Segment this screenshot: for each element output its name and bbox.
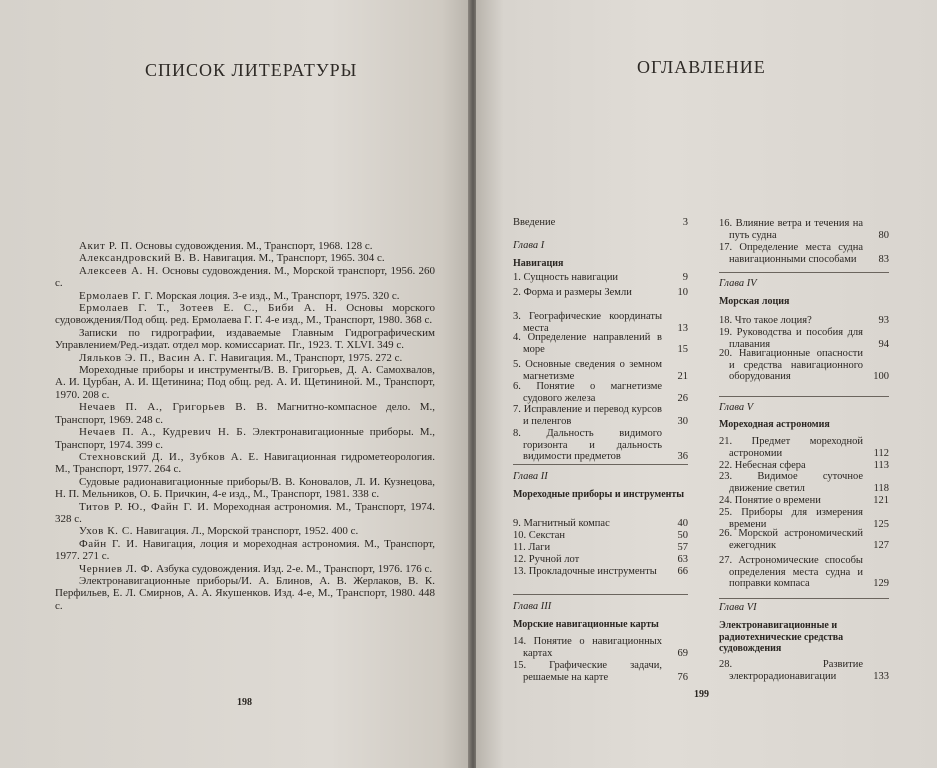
toc-entry-page: 26 — [677, 392, 688, 404]
toc-entry-title: 24. Понятие о времени — [719, 495, 821, 506]
page-number: 198 — [237, 697, 252, 708]
divider — [719, 396, 889, 397]
toc-entry — [513, 287, 688, 299]
toc-entry-page: 57 — [677, 542, 688, 553]
toc-entry-title: 1. Сущность навигации — [513, 272, 619, 283]
toc-entry — [719, 460, 889, 472]
toc-entry-page: 113 — [873, 460, 889, 471]
part-title: Электронавигационные и радиотехнические средства судовождения — [719, 620, 844, 655]
divider — [719, 272, 889, 273]
reference-text: Мореходные приборы и инструменты/В. В. Григорьев, Д. А. Самохвалов, А. И. Цурбан, А. И. Щетинина; Под общ. ред. А. И. Щетининой. М., Транспорт, 1970. 208 с. — [55, 364, 435, 401]
reference-entry — [55, 364, 435, 401]
reference-author: Нечаев П. А., Кудревич Н. Б. — [79, 426, 247, 439]
toc-entry-page: 30 — [677, 415, 688, 427]
toc-entry — [513, 311, 688, 334]
chapter-label: Глава VI — [719, 602, 757, 613]
toc-entry-title: 25. Приборы для измерения времени — [719, 507, 863, 530]
reference-text: Основы судовождения. М., Транспорт, 1968. 128 с. — [132, 240, 373, 252]
reference-author: Стехновский Д. И., Зубков А. Е. — [79, 450, 259, 463]
reference-entry — [55, 252, 435, 264]
toc-entry-title: 3. Географические координаты места — [513, 311, 662, 334]
part-title: Мореходная астрономия — [719, 419, 830, 430]
reference-entry — [55, 302, 435, 327]
reference-author: Алексеев А. Н. — [79, 264, 159, 277]
toc-entry — [719, 471, 889, 494]
reference-author: Ермолаев Г. Г. — [79, 289, 154, 302]
toc-entry-page: 94 — [878, 338, 889, 350]
reference-author: Нечаев П. А., Григорьев В. В. — [79, 401, 268, 414]
toc-entry — [513, 332, 688, 355]
toc-entry — [513, 428, 688, 463]
chapter-label: Глава III — [513, 601, 552, 612]
reference-author: Файн Г. И. — [79, 537, 139, 550]
reference-text: Азбука судовождения. Изд. 2-е. М., Транспорт, 1976. 176 с. — [153, 562, 433, 575]
toc-entry-title: 11. Лаги — [513, 542, 551, 553]
toc-entry-title: 8. Дальность видимого горизонта и дальность видимости предметов — [513, 428, 662, 463]
toc-entry-title: 22. Небесная сфера — [719, 460, 806, 471]
reference-author: Титов Р. Ю., Файн Г. И. — [79, 500, 210, 513]
chapter-label: Глава IV — [719, 278, 757, 289]
reference-text: Морская лоция. 3-е изд., М., Транспорт, 1975. 320 с. — [153, 289, 400, 302]
reference-entry — [55, 401, 435, 426]
reference-author: Ляльков Э. П., Васин А. Г. — [79, 351, 218, 364]
toc-entry-title: 26. Морской астрономический ежегодник — [719, 528, 863, 551]
toc-entry-title: 10. Секстан — [513, 530, 566, 541]
toc-entry — [513, 530, 688, 542]
chapter-label: Глава II — [513, 471, 548, 482]
reference-text: Основы морского судовождения/Под общ. ред. Ермолаева Г. Г. 4-е изд., М., Транспорт, 1980. 368 с. — [55, 302, 435, 327]
reference-text: Электронавигационные приборы/И. А. Блинов, А. В. Жерлаков, В. К. Перфильев, Е. Л. Смирнов, А. А. Якушенков. Изд. 4-е, М., Транспорт, 1980. 448 с. — [55, 574, 435, 612]
toc-entry-page: 80 — [878, 229, 889, 241]
toc-entry-page: 63 — [677, 554, 688, 565]
toc-entry — [719, 242, 889, 265]
toc-entry-page: 76 — [677, 671, 688, 683]
toc-entry-title: 28. Развитие электрорадионавигации — [719, 659, 863, 682]
reference-text: Навигация. М., Транспорт, 1965. 304 с. — [200, 252, 385, 265]
reference-entry — [55, 563, 435, 575]
page-title: СПИСОК ЛИТЕРАТУРЫ — [145, 60, 358, 80]
toc-entry-title: 19. Руководства и пособия для плавания — [719, 327, 863, 350]
reference-text: Электронавигационные приборы. М., Транспорт, 1974. 399 с. — [55, 426, 435, 451]
toc-entry-intro: Введение 3 — [513, 217, 688, 228]
toc-entry-page: 100 — [873, 371, 889, 383]
reference-text: Навигация. Л., Морской транспорт, 1952. 400 с. — [133, 525, 359, 538]
toc-entry-page: 127 — [873, 539, 889, 551]
toc-entry — [719, 555, 889, 590]
reference-text: Записки по гидрографии, издаваемые Главным Гидрографическим Управлением/Ред.-издат. отдел мор. комиссариат. Пг., 1923. T. XLVI. 349 с. — [55, 326, 435, 352]
toc-entry-page: 50 — [677, 530, 688, 541]
toc-entry-title: 16. Влияние ветра и течения на путь судна — [719, 218, 863, 241]
toc-entry — [719, 315, 889, 327]
toc-entry — [719, 218, 889, 241]
toc-entry-page: 9 — [682, 272, 688, 283]
reference-text: Навигация. М., Транспорт, 1975. 272 с. — [217, 351, 403, 364]
toc-entry-title: 13. Прокладочные инструменты — [513, 566, 657, 577]
toc-entry-title: 7. Исправление и перевод курсов и пеленгов — [513, 404, 662, 427]
toc-entry-title: 27. Астрономические способы определения места судна и поправки компаса — [719, 555, 863, 590]
toc-entry-page: 129 — [873, 578, 889, 590]
reference-entry — [55, 451, 435, 476]
divider — [513, 464, 688, 465]
reference-text: Навигация, лоция и мореходная астрономия. М., Транспорт, 1977. 271 с. — [55, 537, 435, 563]
toc-entry-title: 21. Предмет мореходной астрономии — [719, 436, 863, 459]
toc-entry-title: 20. Навигационные опасности и средства навигационного оборудования — [719, 348, 863, 383]
reference-entry — [55, 265, 435, 290]
chapter-label: Глава V — [719, 402, 754, 413]
toc-entry-page: 121 — [873, 495, 889, 506]
toc-entry-page: 112 — [873, 447, 889, 459]
reference-author: Акит Р. П. — [79, 240, 133, 252]
toc-entry — [719, 528, 889, 551]
part-title: Мореходные приборы и инструменты — [513, 489, 685, 500]
toc-entry — [719, 507, 889, 530]
toc-entry-page: 133 — [873, 670, 889, 682]
chapter-label: Глава I — [513, 240, 545, 251]
toc-entry-page: 10 — [677, 287, 688, 298]
reference-entry — [55, 538, 435, 563]
right-page — [476, 0, 937, 768]
part-title: Морские навигационные карты — [513, 619, 659, 630]
reference-entry — [55, 476, 435, 501]
toc-entry-title: 9. Магнитный компас — [513, 518, 610, 529]
toc-entry-title: 12. Ручной лот — [513, 554, 580, 565]
toc-entry — [513, 359, 688, 382]
divider — [719, 598, 889, 599]
toc-entry — [719, 436, 889, 459]
toc-entry-title: 15. Графические задачи, решаемые на карте — [513, 660, 662, 683]
toc-entry — [513, 272, 688, 284]
toc-entry-page: 125 — [873, 518, 889, 530]
page-title: ОГЛАВЛЕНИЕ — [637, 57, 766, 77]
toc-entry-title: 17. Определение места судна навигационными способами — [719, 242, 863, 265]
toc-entry-title: 4. Определение направлений в море — [513, 332, 662, 355]
reference-entry — [55, 426, 435, 451]
reference-entry — [55, 352, 435, 364]
reference-entry — [55, 327, 435, 352]
toc-entry — [513, 381, 688, 404]
reference-entry — [55, 290, 435, 302]
reference-entry — [55, 240, 435, 252]
reference-text: Магнитно-компасное дело. М., Транспорт, 1969. 248 с. — [55, 401, 435, 426]
reference-entry — [55, 501, 435, 526]
reference-text: Навигационная гидрометеорология. М., Транспорт, 1977. 264 с. — [55, 450, 435, 476]
divider — [513, 594, 688, 595]
toc-entry — [513, 566, 688, 578]
toc-entry-title: 18. Что такое лоция? — [719, 315, 812, 326]
reference-author: Александровский В. В. — [79, 252, 201, 265]
toc-entry-page: 13 — [677, 322, 688, 334]
toc-entry-page: 36 — [677, 451, 688, 463]
part-title: Морская лоция — [719, 296, 790, 307]
toc-entry-page: 83 — [878, 253, 889, 265]
toc-entry-page: 69 — [677, 647, 688, 659]
toc-entry-title: 23. Видимое суточное движение светил — [719, 471, 863, 494]
toc-entry-page: 21 — [677, 370, 688, 382]
reference-list — [55, 240, 435, 612]
reference-author: Ухов К. С. — [79, 525, 134, 538]
toc-entry-title: 14. Понятие о навигационных картах — [513, 636, 662, 659]
reference-entry — [55, 575, 435, 612]
page-number: 199 — [694, 689, 709, 700]
reference-text: Судовые радионавигационные приборы/В. В. Коновалов, Л. И. Кузнецова, Н. П. Мельников, О. Б. Причкин, 4-е изд., М., Транспорт, 1981. 338 с. — [55, 475, 435, 501]
reference-text: Основы судовождения. М., Морской транспорт, 1956. 260 с. — [55, 264, 435, 290]
toc-entry — [719, 348, 889, 383]
reference-author: Ермолаев Г. Т., Зотеев Е. С., Биби А. Н. — [79, 302, 338, 315]
toc-entry — [513, 554, 688, 566]
toc-entry — [513, 542, 688, 554]
toc-entry-title: 2. Форма и размеры Земли — [513, 287, 632, 298]
toc-entry-page: 118 — [873, 482, 889, 494]
toc-entry-page: 40 — [677, 518, 688, 529]
toc-entry-title: 6. Понятие о магнетизме судового железа — [513, 381, 662, 404]
toc-entry-title: 5. Основные сведения о земном магнетизме — [513, 359, 662, 382]
toc-entry-page: 15 — [677, 343, 688, 355]
toc-entry-page: 93 — [878, 315, 889, 326]
toc-entry — [513, 518, 688, 530]
toc-entry — [719, 659, 889, 682]
toc-entry — [513, 660, 688, 683]
toc-entry — [513, 636, 688, 659]
toc-entry — [719, 327, 889, 350]
reference-author: Черниев Л. Ф. — [79, 562, 154, 575]
toc-entry — [513, 404, 688, 427]
part-title: Навигация — [513, 258, 564, 269]
reference-entry — [55, 525, 435, 537]
toc-entry-page: 66 — [677, 566, 688, 577]
reference-text: Мореходная астрономия. М., Транспорт, 1974. 328 с. — [55, 500, 435, 525]
toc-entry — [719, 495, 889, 507]
